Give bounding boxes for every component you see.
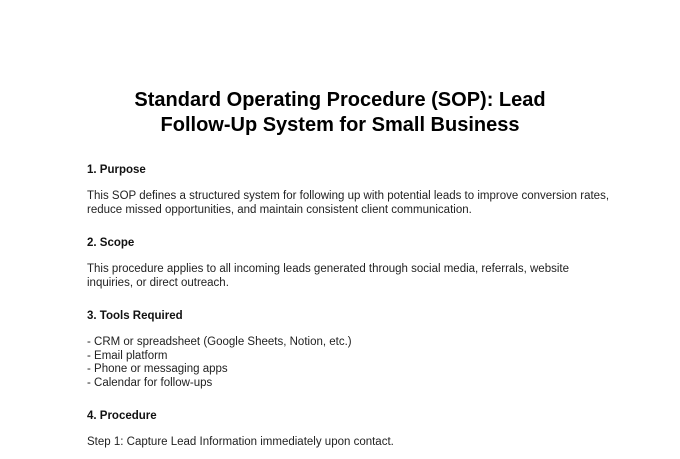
tools-item-2: - Email platform: [87, 349, 168, 362]
document-title: [0, 88, 680, 138]
section-heading-scope: 2. Scope: [87, 237, 135, 249]
section-body-scope: [87, 263, 627, 290]
purpose-line-2: reduce missed opportunities, and maintain consistent client communication.: [87, 203, 472, 216]
section-body-purpose: [87, 190, 627, 217]
tools-item-4: - Calendar for follow-ups: [87, 376, 213, 389]
procedure-step-1: Step 1: Capture Lead Information immediately upon contact.: [87, 436, 394, 448]
section-heading-purpose: 1. Purpose: [87, 164, 146, 176]
title-line-1: Standard Operating Procedure (SOP): Lead: [134, 89, 546, 111]
tools-item-1: - CRM or spreadsheet (Google Sheets, Notion, etc.): [87, 336, 352, 348]
title-line-2: Follow-Up System for Small Business: [160, 114, 520, 136]
scope-line-1: This procedure applies to all incoming leads generated through social media, referrals, website: [87, 263, 569, 275]
scope-line-2: inquiries, or direct outreach.: [87, 276, 229, 289]
purpose-line-1: This SOP defines a structured system for following up with potential leads to improve conversion rates,: [87, 190, 610, 202]
section-heading-procedure: 4. Procedure: [87, 410, 157, 422]
section-heading-tools-required: 3. Tools Required: [87, 310, 183, 322]
section-body-procedure: [87, 436, 627, 450]
tools-item-3: - Phone or messaging apps: [87, 363, 228, 375]
section-body-tools-required: [87, 336, 627, 390]
